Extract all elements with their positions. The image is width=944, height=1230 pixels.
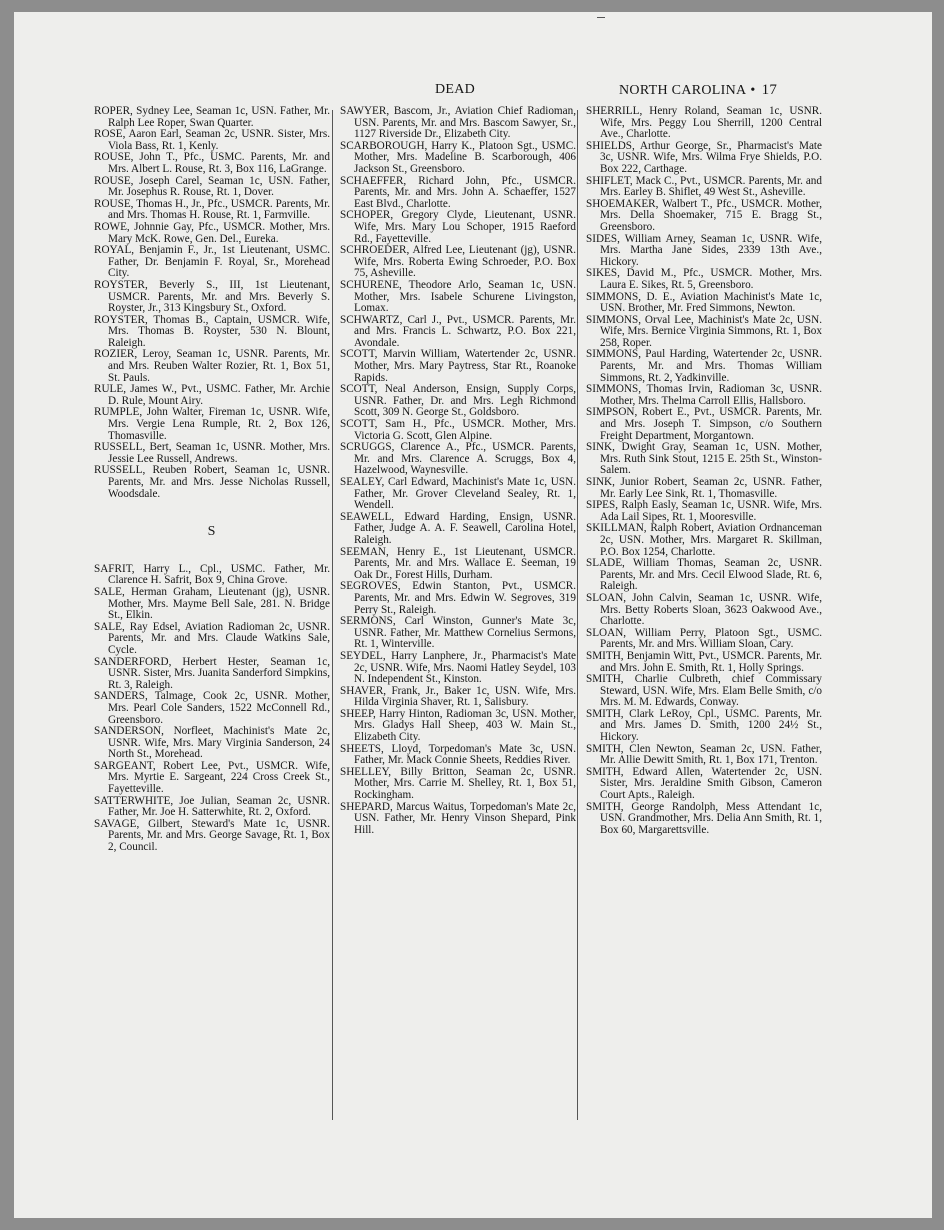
roster-entry: RULE, James W., Pvt., USMC. Father, Mr. Archie D. Rule, Mount Airy.: [94, 383, 330, 407]
roster-entry: SEALEY, Carl Edward, Machinist's Mate 1c, USN. Father, Mr. Grover Cleveland Sealey, Rt. 1, Wendell.: [340, 476, 576, 512]
roster-entry: SCHURENE, Theodore Arlo, Seaman 1c, USN. Mother, Mrs. Isabele Schurene Livingston, Lomax.: [340, 278, 576, 315]
roster-entry: ROYSTER, Thomas B., Captain, USMCR. Wife, Mrs. Thomas B. Royster, 530 N. Blount, Raleigh.: [94, 313, 330, 349]
roster-entry: ROUSE, Thomas H., Jr., Pfc., USMCR. Parents, Mr. and Mrs. Thomas H. Rouse, Rt. 1, Farmville.: [94, 197, 330, 222]
column-3-entries: [586, 106, 822, 836]
roster-entry: SEAWELL, Edward Harding, Ensign, USNR. Father, Judge A. A. F. Seawell, Carolina Hotel, Raleigh.: [340, 510, 576, 546]
roster-entry: SAWYER, Bascom, Jr., Aviation Chief Radioman, USN. Parents, Mr. and Mrs. Bascom Sawyer, Sr., 1127 Riverside Dr., Elizabeth City.: [340, 105, 576, 141]
roster-entry: SINK, Junior Robert, Seaman 2c, USNR. Father, Mr. Early Lee Sink, Rt. 1, Thomasville.: [586, 476, 822, 500]
roster-entry: SHAVER, Frank, Jr., Baker 1c, USN. Wife, Mrs. Hilda Virginia Shaver, Rt. 1, Salisbury.: [340, 684, 576, 709]
roster-entry: SCHAEFFER, Richard John, Pfc., USMCR. Parents, Mr. and Mrs. John A. Schaeffer, 1527 East Blvd., Charlotte.: [340, 174, 576, 210]
roster-entry: SALE, Herman Graham, Lieutenant (jg), USNR. Mother, Mrs. Mayme Bell Sale, 281. N. Bridge St., Elkin.: [94, 585, 330, 622]
roster-entry: SAFRIT, Harry L., Cpl., USMC. Father, Mr. Clarence H. Safrit, Box 9, China Grove.: [94, 562, 330, 587]
roster-entry: SIDES, William Arney, Seaman 1c, USNR. Wife, Mrs. Martha Jane Sides, 2339 13th Ave., Hickory.: [586, 232, 822, 268]
roster-entry: SIMMONS, D. E., Aviation Machinist's Mate 1c, USN. Brother, Mr. Fred Simmons, Newton.: [586, 290, 822, 315]
roster-entry: ROUSE, John T., Pfc., USMC. Parents, Mr. and Mrs. Albert L. Rouse, Rt. 3, Box 116, LaGrange.: [94, 151, 330, 175]
roster-entry: SIMPSON, Robert E., Pvt., USMCR. Parents, Mr. and Mrs. Joseph T. Simpson, c/o Southern Freight Department, Morgantown.: [586, 406, 822, 442]
roster-entry: SMITH, George Randolph, Mess Attendant 1c, USN. Grandmother, Mrs. Delia Ann Smith, Rt. 1, Box 60, Margarettsville.: [586, 800, 822, 836]
roster-entry: SMITH, Clark LeRoy, Cpl., USMC. Parents, Mr. and Mrs. James D. Smith, 1200 24½ St., Hickory.: [586, 707, 822, 744]
section-letter: S: [207, 524, 217, 540]
header-bullet: •: [750, 83, 756, 98]
roster-entry: SEEMAN, Henry E., 1st Lieutenant, USMCR. Parents, Mr. and Mrs. Wallace E. Seeman, 19 Oak Dr., Forest Hills, Durham.: [340, 545, 576, 581]
roster-entry: SLADE, William Thomas, Seaman 2c, USNR. Parents, Mr. and Mrs. Cecil Elwood Slade, Rt. 6, Raleigh.: [586, 557, 822, 593]
roster-entry: SHEEP, Harry Hinton, Radioman 3c, USN. Mother, Mrs. Gladys Hall Sheep, 403 W. Main St., Elizabeth City.: [340, 707, 576, 744]
roster-entry: SEGROVES, Edwin Stanton, Pvt., USMCR. Parents, Mr. and Mrs. Edwin W. Segroves, 319 Perry St., Raleigh.: [340, 580, 576, 616]
roster-entry: SMITH, Benjamin Witt, Pvt., USMCR. Parents, Mr. and Mrs. John E. Smith, Rt. 1, Holly Springs.: [586, 649, 822, 674]
roster-entry: SMITH, Clen Newton, Seaman 2c, USN. Father, Mr. Allie Dewitt Smith, Rt. 1, Box 171, Trenton.: [586, 742, 822, 767]
column-1-after: [94, 564, 330, 854]
roster-entry: SHEPARD, Marcus Waitus, Torpedoman's Mate 2c, USN. Father, Mr. Henry Vinson Shepard, Pink Hill.: [340, 800, 576, 836]
column-divider: [332, 110, 333, 1120]
roster-entry: SANDERSON, Norfleet, Machinist's Mate 2c, USNR. Wife, Mrs. Mary Virginia Sanderson, 24 North St., Morehead.: [94, 725, 330, 761]
roster-entry: SINK, Dwight Gray, Seaman 1c, USN. Mother, Mrs. Ruth Sink Stout, 1215 E. 25th St., Winston-Salem.: [586, 441, 822, 477]
roster-entry: SIMMONS, Thomas Irvin, Radioman 3c, USNR. Mother, Mrs. Thelma Carroll Ellis, Hallsboro.: [586, 383, 822, 407]
column-2-entries: [340, 106, 576, 836]
roster-entry: SCOTT, Neal Anderson, Ensign, Supply Corps, USNR. Father, Dr. and Mrs. Legh Richmond Scott, 309 N. George St., Goldsboro.: [340, 383, 576, 419]
roster-entry: SERMONS, Carl Winston, Gunner's Mate 3c, USNR. Father, Mr. Matthew Cornelius Sermons, Rt. 1, Winterville.: [340, 615, 576, 651]
roster-entry: SANDERFORD, Herbert Hester, Seaman 1c, USNR. Sister, Mrs. Juanita Sanderford Simpkins, Rt. 3, Raleigh.: [94, 655, 330, 691]
roster-entry: ROUSE, Joseph Carel, Seaman 1c, USN. Father, Mr. Josephus R. Rouse, Rt. 1, Dover.: [94, 174, 330, 199]
roster-entry: SCHROEDER, Alfred Lee, Lieutenant (jg), USNR. Wife, Mrs. Roberta Ewing Schroeder, P.O. Box 75, Asheville.: [340, 244, 576, 280]
roster-entry: SMITH, Edward Allen, Watertender 2c, USN. Sister, Mrs. Jeraldine Smith Gibson, Cameron Court Apts., Raleigh.: [586, 765, 822, 802]
column-1-before: [94, 106, 330, 500]
roster-entry: ROYSTER, Beverly S., III, 1st Lieutenant, USMCR. Parents, Mr. and Mrs. Beverly S. Royster, Jr., 313 Kingsbury St., Oxford.: [94, 278, 330, 315]
roster-entry: SHERRILL, Henry Roland, Seaman 1c, USNR. Wife, Mrs. Peggy Lou Sherrill, 1200 Central Ave., Charlotte.: [586, 105, 822, 141]
roster-entry: RUSSELL, Reuben Robert, Seaman 1c, USNR. Parents, Mr. and Mrs. Jesse Nicholas Russell, Woodsdale.: [94, 464, 330, 500]
page-header: [14, 82, 932, 106]
roster-entry: SHELLEY, Billy Britton, Seaman 2c, USNR. Mother, Mrs. Carrie M. Shelley, Rt. 1, Box 51, Rockingham.: [340, 765, 576, 802]
roster-entry: ROYAL, Benjamin F., Jr., 1st Lieutenant, USMC. Father, Dr. Benjamin F. Royal, Sr., Morehead City.: [94, 244, 330, 280]
roster-entry: SHEETS, Lloyd, Torpedoman's Mate 3c, USN. Father, Mr. Mack Connie Sheets, Reddies River.: [340, 742, 576, 767]
roster-entry: SCRUGGS, Clarence A., Pfc., USMCR. Parents, Mr. and Mrs. Clarence A. Scruggs, Box 4, Hazelwood, Waynesville.: [340, 441, 576, 477]
roster-entry: SIPES, Ralph Easly, Seaman 1c, USNR. Wife, Mrs. Ada Lail Sipes, Rt. 1, Mooresville.: [586, 499, 822, 523]
roster-entry: RUMPLE, John Walter, Fireman 1c, USNR. Wife, Mrs. Vergie Lena Rumple, Rt. 2, Box 126, Thomasville.: [94, 406, 330, 442]
roster-entry: SCHOPER, Gregory Clyde, Lieutenant, USNR. Wife, Mrs. Mary Lou Schoper, 1915 Raeford Rd., Fayetteville.: [340, 209, 576, 245]
roster-entry: SALE, Ray Edsel, Aviation Radioman 2c, USNR. Parents, Mr. and Mrs. Claude Watkins Sale, Cycle.: [94, 620, 330, 656]
document-page: [14, 12, 932, 1218]
roster-entry: SIKES, David M., Pfc., USMCR. Mother, Mrs. Laura E. Sikes, Rt. 5, Greensboro.: [586, 267, 822, 291]
page-number: 17: [761, 82, 778, 98]
roster-entry: SHOEMAKER, Walbert T., Pfc., USMCR. Mother, Mrs. Della Shoemaker, 715 E. Bragg St., Greensboro.: [586, 197, 822, 233]
roster-entry: SKILLMAN, Ralph Robert, Aviation Ordnanceman 2c, USN. Mother, Mrs. Margaret R. Skillman, P.O. Box 1254, Charlotte.: [586, 522, 822, 558]
header-state: [619, 82, 777, 99]
roster-entry: ROPER, Sydney Lee, Seaman 1c, USN. Father, Mr. Ralph Lee Roper, Swan Quarter.: [94, 105, 330, 129]
roster-entry: SIMMONS, Paul Harding, Watertender 2c, USNR. Parents, Mr. and Mrs. Thomas William Simmons, Rt. 2, Yadkinville.: [586, 348, 822, 384]
column-1: [94, 106, 330, 854]
roster-entry: SCOTT, Marvin William, Watertender 2c, USNR. Mother, Mrs. Mary Paytress, Star Rt., Roanoke Rapids.: [340, 348, 576, 384]
roster-entry: SHIELDS, Arthur George, Sr., Pharmacist's Mate 3c, USNR. Wife, Mrs. Wilma Frye Shields, P.O. Box 222, Carthage.: [586, 139, 822, 175]
roster-entry: SEYDEL, Harry Lanphere, Jr., Pharmacist's Mate 2c, USNR. Wife, Mrs. Naomi Hatley Seydel, 103 N. Independent St., Kinston.: [340, 649, 576, 686]
roster-entry: SLOAN, William Perry, Platoon Sgt., USMC. Parents, Mr. and Mrs. William Sloan, Cary.: [586, 626, 822, 651]
roster-entry: SCARBOROUGH, Harry K., Platoon Sgt., USMC. Mother, Mrs. Madeline B. Scarborough, 406 Jackson St., Greensboro.: [340, 139, 576, 175]
roster-entry: SHIFLET, Mack C., Pvt., USMCR. Parents, Mr. and Mrs. Earley B. Shiflet, 49 West St., Asheville.: [586, 174, 822, 199]
scan-mark: [597, 12, 605, 18]
column-divider: [577, 110, 578, 1120]
roster-entry: SCOTT, Sam H., Pfc., USMCR. Mother, Mrs. Victoria G. Scott, Glen Alpine.: [340, 418, 576, 442]
roster-entry: SCHWARTZ, Carl J., Pvt., USMCR. Parents, Mr. and Mrs. Francis L. Schwartz, P.O. Box 221, Avondale.: [340, 313, 576, 349]
roster-entry: ROZIER, Leroy, Seaman 1c, USNR. Parents, Mr. and Mrs. Reuben Walter Rozier, Rt. 1, Box 51, St. Pauls.: [94, 348, 330, 384]
header-state-name: NORTH CAROLINA: [619, 83, 747, 98]
roster-entry: SLOAN, John Calvin, Seaman 1c, USNR. Wife, Mrs. Betty Roberts Sloan, 3623 Oakwood Ave., Charlotte.: [586, 591, 822, 628]
column-2: [340, 106, 576, 836]
roster-entry: SATTERWHITE, Joe Julian, Seaman 2c, USNR. Father, Mr. Joe H. Satterwhite, Rt. 2, Oxford.: [94, 794, 330, 819]
roster-entry: ROWE, Johnnie Gay, Pfc., USMCR. Mother, Mrs. Mary McK. Rowe, Gen. Del., Eureka.: [94, 220, 330, 245]
roster-entry: ROSE, Aaron Earl, Seaman 2c, USNR. Sister, Mrs. Viola Bass, Rt. 1, Kenly.: [94, 128, 330, 152]
roster-entry: SAVAGE, Gilbert, Steward's Mate 1c, USNR. Parents, Mr. and Mrs. George Savage, Rt. 1, Box 2, Council.: [94, 817, 330, 854]
roster-entry: RUSSELL, Bert, Seaman 1c, USNR. Mother, Mrs. Jessie Lee Russell, Andrews.: [94, 441, 330, 465]
roster-entry: SARGEANT, Robert Lee, Pvt., USMCR. Wife, Mrs. Myrtie E. Sargeant, 224 Cross Creek St., Fayetteville.: [94, 759, 330, 796]
roster-entry: SANDERS, Talmage, Cook 2c, USNR. Mother, Mrs. Pearl Cole Sanders, 1522 McConnell Rd., Greensboro.: [94, 690, 330, 726]
header-title: DEAD: [435, 82, 476, 97]
roster-entry: SMITH, Charlie Culbreth, chief Commissary Steward, USN. Wife, Mrs. Elam Belle Smith, c/o Mrs. M. M. Edwards, Conway.: [586, 673, 822, 709]
roster-entry: SIMMONS, Orval Lee, Machinist's Mate 2c, USN. Wife, Mrs. Bernice Virginia Simmons, Rt. 1, Box 258, Roper.: [586, 313, 822, 349]
column-3: [586, 106, 822, 836]
